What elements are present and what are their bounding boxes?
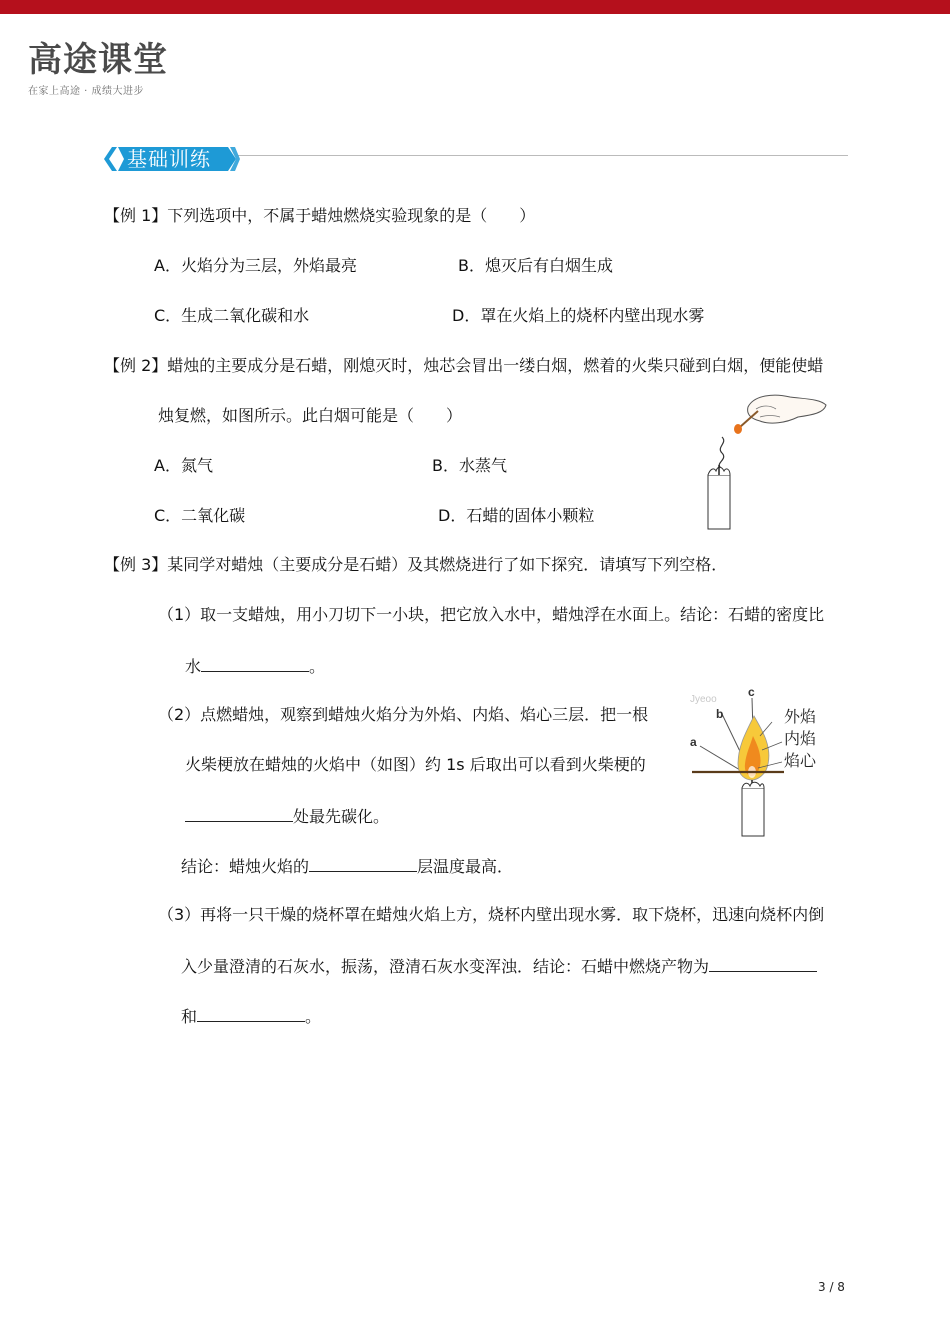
brand-logo (28, 40, 168, 97)
q2-option-b: B．水蒸气 (432, 456, 507, 475)
q3-part1-line2 (185, 655, 325, 677)
candle-match-figure (690, 385, 830, 533)
answer-blank-3[interactable] (309, 855, 417, 872)
section-divider (238, 155, 848, 156)
answer-blank-4[interactable] (709, 955, 817, 972)
label-b: b (716, 707, 724, 721)
answer-blank-5[interactable] (197, 1005, 305, 1022)
brand-slogan: 在家上高途 · 成绩大进步 (28, 86, 145, 97)
q3-part2-line3 (185, 805, 389, 827)
q3-part3-line3-prefix: 和 (181, 1007, 198, 1026)
q3-label: 【例 3】 (104, 555, 168, 574)
q3-part2-line3-suffix: 处最先碳化。 (293, 807, 390, 826)
q1-label: 【例 1】 (104, 206, 168, 225)
q3-part2-line4-prefix: 结论：蜡烛火焰的 (181, 857, 310, 876)
q3-stem (104, 555, 727, 575)
q3-part3-line1: （3）再将一只干燥的烧杯罩在蜡烛火焰上方，烧杯内壁出现水雾．取下烧杯，迅速向烧杯内倒 (158, 905, 825, 924)
flame-layers-figure (688, 684, 830, 838)
q1-stem (104, 206, 535, 226)
q1-option-c: C．生成二氧化碳和水 (154, 306, 310, 325)
page-number: 3 / 8 (818, 1280, 845, 1294)
q3-part3-line2 (181, 955, 817, 977)
answer-blank-2[interactable] (185, 805, 293, 822)
q3-text: 某同学对蜡烛（主要成分是石蜡）及其燃烧进行了如下探究．请填写下列空格． (167, 555, 728, 574)
q3-part3-line3-suffix: 。 (305, 1007, 322, 1026)
q3-part2-line4 (181, 855, 513, 877)
q3-part2-line1: （2）点燃蜡烛，观察到蜡烛火焰分为外焰、内焰、焰心三层．把一根 (158, 705, 649, 724)
q2-option-a: A．氮气 (154, 456, 213, 475)
q2-label: 【例 2】 (104, 356, 168, 375)
label-a: a (690, 735, 697, 749)
label-inner-flame: 内焰 (784, 729, 817, 748)
q3-part3-line3 (181, 1005, 321, 1027)
q2-option-c: C．二氧化碳 (154, 506, 246, 525)
top-bar (0, 0, 950, 14)
q2-stem-line2: 烛复燃，如图所示。此白烟可能是（ ） (158, 406, 463, 425)
q2-option-d: D．石蜡的固体小颗粒 (438, 506, 595, 525)
q1-option-b: B．熄灭后有白烟生成 (458, 256, 613, 275)
q2-text-1: 蜡烛的主要成分是石蜡，刚熄灭时，烛芯会冒出一缕白烟，燃着的火柴只碰到白烟，便能使蜡 (167, 356, 824, 375)
q3-part1-line1: （1）取一支蜡烛，用小刀切下一小块，把它放入水中，蜡烛浮在水面上。结论：石蜡的密度比 (158, 605, 825, 624)
q3-part1-prefix: 水 (185, 657, 202, 676)
brand-name: 高途课堂 (28, 40, 168, 80)
figure-watermark: Jyeoo (690, 694, 717, 705)
q1-option-d: D．罩在火焰上的烧杯内壁出现水雾 (452, 306, 705, 325)
q3-part2-line2: 火柴梗放在蜡烛的火焰中（如图）约 1s 后取出可以看到火柴梗的 (185, 755, 646, 774)
label-flame-core: 焰心 (784, 751, 817, 770)
q1-option-a: A．火焰分为三层，外焰最亮 (154, 256, 357, 275)
label-c: c (748, 685, 755, 699)
answer-blank-1[interactable] (201, 655, 309, 672)
q3-part3-line2-text: 入少量澄清的石灰水，振荡，澄清石灰水变浑浊．结论：石蜡中燃烧产物为 (181, 957, 710, 976)
section-title: 基础训练 (127, 147, 211, 171)
q2-stem-line1 (104, 356, 823, 376)
q3-part1-suffix: 。 (309, 657, 326, 676)
label-outer-flame: 外焰 (784, 707, 817, 726)
q3-part2-line4-suffix: 层温度最高． (417, 857, 514, 876)
q1-text: 下列选项中，不属于蜡烛燃烧实验现象的是（ ） (167, 206, 536, 225)
